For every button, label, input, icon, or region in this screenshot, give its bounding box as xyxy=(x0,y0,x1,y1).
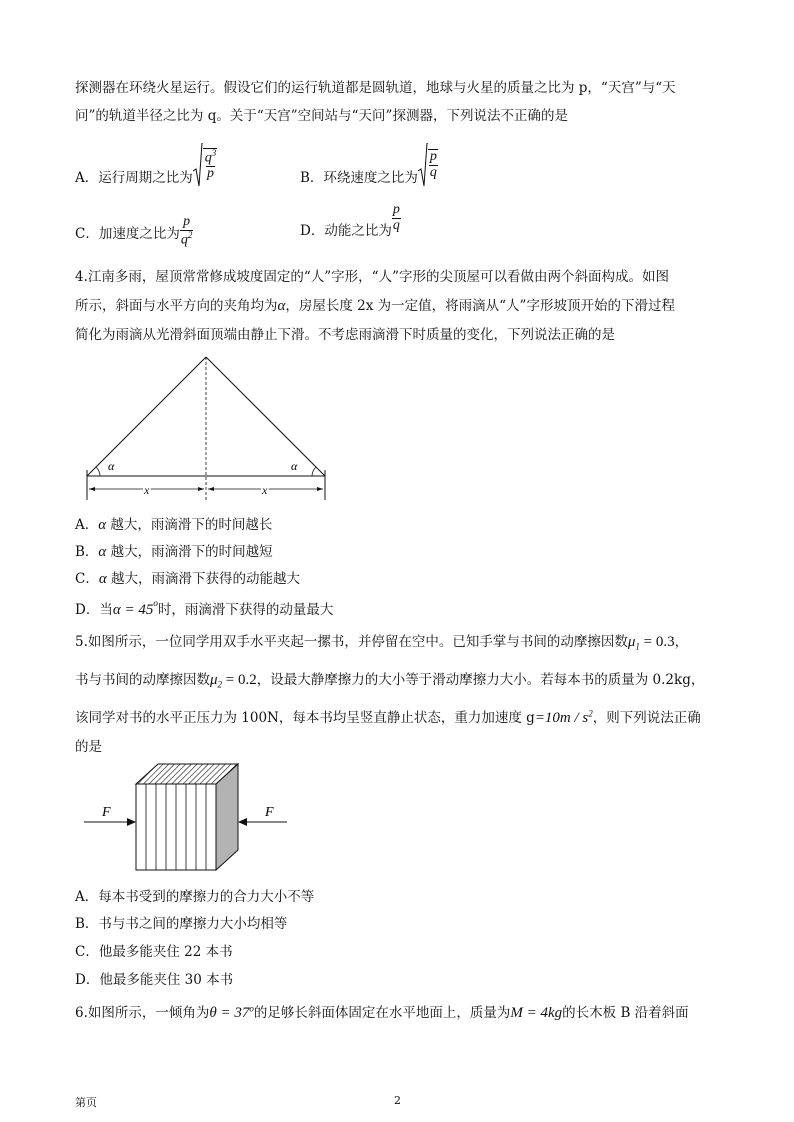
q3-option-d[interactable] xyxy=(300,198,401,238)
q3-option-c-math: $\frac{p}{q^2}$ xyxy=(180,214,193,248)
q5-option-c[interactable]: C．他最多能夹住 22 本书 xyxy=(75,944,233,960)
book-stack-diagram xyxy=(82,760,292,872)
q3-option-a[interactable] xyxy=(75,142,217,188)
q4-option-d[interactable]: D．当$\alpha = 45^o$时，雨滴滑下获得的动量最大 xyxy=(75,597,334,618)
arrow-icon xyxy=(89,487,95,491)
right-force-label: F xyxy=(265,805,274,820)
q5-option-a[interactable]: A．每本书受到的摩擦力的合力大小不等 xyxy=(75,889,315,905)
q3-option-b[interactable] xyxy=(300,142,438,188)
q4-option-b[interactable]: B．α 越大，雨滴滑下的时间越短 xyxy=(75,544,273,560)
arrow-left-icon xyxy=(238,818,247,826)
q6-line1: 6.如图所示，一倾角为$\theta = 37^o$的足够长斜面体固定在水平地面上，质量为M = 4kg的长木板 B 沿着斜面 xyxy=(75,1003,689,1021)
q3-option-a-math: $\frac{q^3}{p}$ xyxy=(193,143,218,187)
page-number: 2 xyxy=(394,1094,401,1107)
q5-line1: 5.如图所示，一位同学用双手水平夹起一摞书，并停留在空中。已知手掌与书间的动摩擦因数$\mu_1 = 0.3$， xyxy=(75,634,689,652)
q3-option-c[interactable] xyxy=(75,212,193,252)
footer-label: 第页 xyxy=(75,1096,97,1109)
q4-line3: 简化为雨滴从光滑斜面顶端由静止下滑。不考虑雨滴滑下时质量的变化，下列说法正确的是 xyxy=(75,327,615,343)
arrow-icon xyxy=(198,487,204,491)
q5-line3: 该同学对书的水平正压力为 100N，每本书均呈竖直静止状态，重力加速度 $g=10m / s^2$，则下列说法正确 xyxy=(75,708,701,726)
q3-option-b-label: B．环绕速度之比为 xyxy=(300,170,418,186)
q4-option-a[interactable]: A．α 越大，雨滴滑下的时间越长 xyxy=(75,517,273,533)
q3-option-b-math: $\frac{p}{q}$ xyxy=(418,143,438,187)
q3-line2: 问”的轨道半径之比为 q。关于“天宫”空间站与“天问”探测器，下列说法不正确的是 xyxy=(75,108,568,124)
q3-option-c-label: C．加速度之比为 xyxy=(75,226,180,242)
q5-option-b[interactable]: B．书与书之间的摩擦力大小均相等 xyxy=(75,916,288,932)
right-angle-label: α xyxy=(291,459,298,473)
right-angle-arc xyxy=(312,467,316,476)
arrow-icon xyxy=(317,487,323,491)
left-angle-arc xyxy=(96,467,100,476)
left-length-label: x xyxy=(144,483,150,497)
roof-right-slope xyxy=(206,357,325,476)
q3-option-a-label: A．运行周期之比为 xyxy=(75,170,193,186)
sqrt-sign-icon xyxy=(418,143,428,187)
q3-line1: 探测器在环绕火星运行。假设它们的运行轨道都是圆轨道，地球与火星的质量之比为 p，“天宫”与“天 xyxy=(75,80,676,96)
q4-line2: 所示，斜面与水平方向的夹角均为α，房屋长度 2x 为一定值，将雨滴从“人”字形坡顶开始的下滑过程 xyxy=(75,298,675,314)
left-angle-label: α xyxy=(108,459,115,473)
roof-diagram xyxy=(82,352,332,504)
alpha-symbol: α xyxy=(277,298,286,314)
sqrt-sign-icon xyxy=(193,143,203,187)
arrow-right-icon xyxy=(127,818,136,826)
q3-option-d-math: $\frac{p}{q}$ xyxy=(392,201,400,233)
q5-line4: 的是 xyxy=(75,739,102,755)
q4-line1: 4.江南多雨，屋顶常常修成坡度固定的“人”字形，“人”字形的尖顶屋可以看做由两个斜面构成。如图 xyxy=(75,269,669,285)
q5-option-d[interactable]: D．他最多能夹住 30 本书 xyxy=(75,972,234,988)
q5-line2: 书与书间的动摩擦因数$\mu_2 = 0.2$，设最大静摩擦力的大小等于滑动摩擦力大小。若每本书的质量为 0.2kg， xyxy=(75,672,705,690)
left-force-label: F xyxy=(102,805,111,820)
arrow-icon xyxy=(208,487,214,491)
q4-option-c[interactable]: C．α 越大，雨滴滑下获得的动能越大 xyxy=(75,571,301,587)
roof-left-slope xyxy=(87,357,206,476)
q3-option-d-label: D．动能之比为 xyxy=(300,223,392,239)
right-length-label: x xyxy=(262,483,268,497)
